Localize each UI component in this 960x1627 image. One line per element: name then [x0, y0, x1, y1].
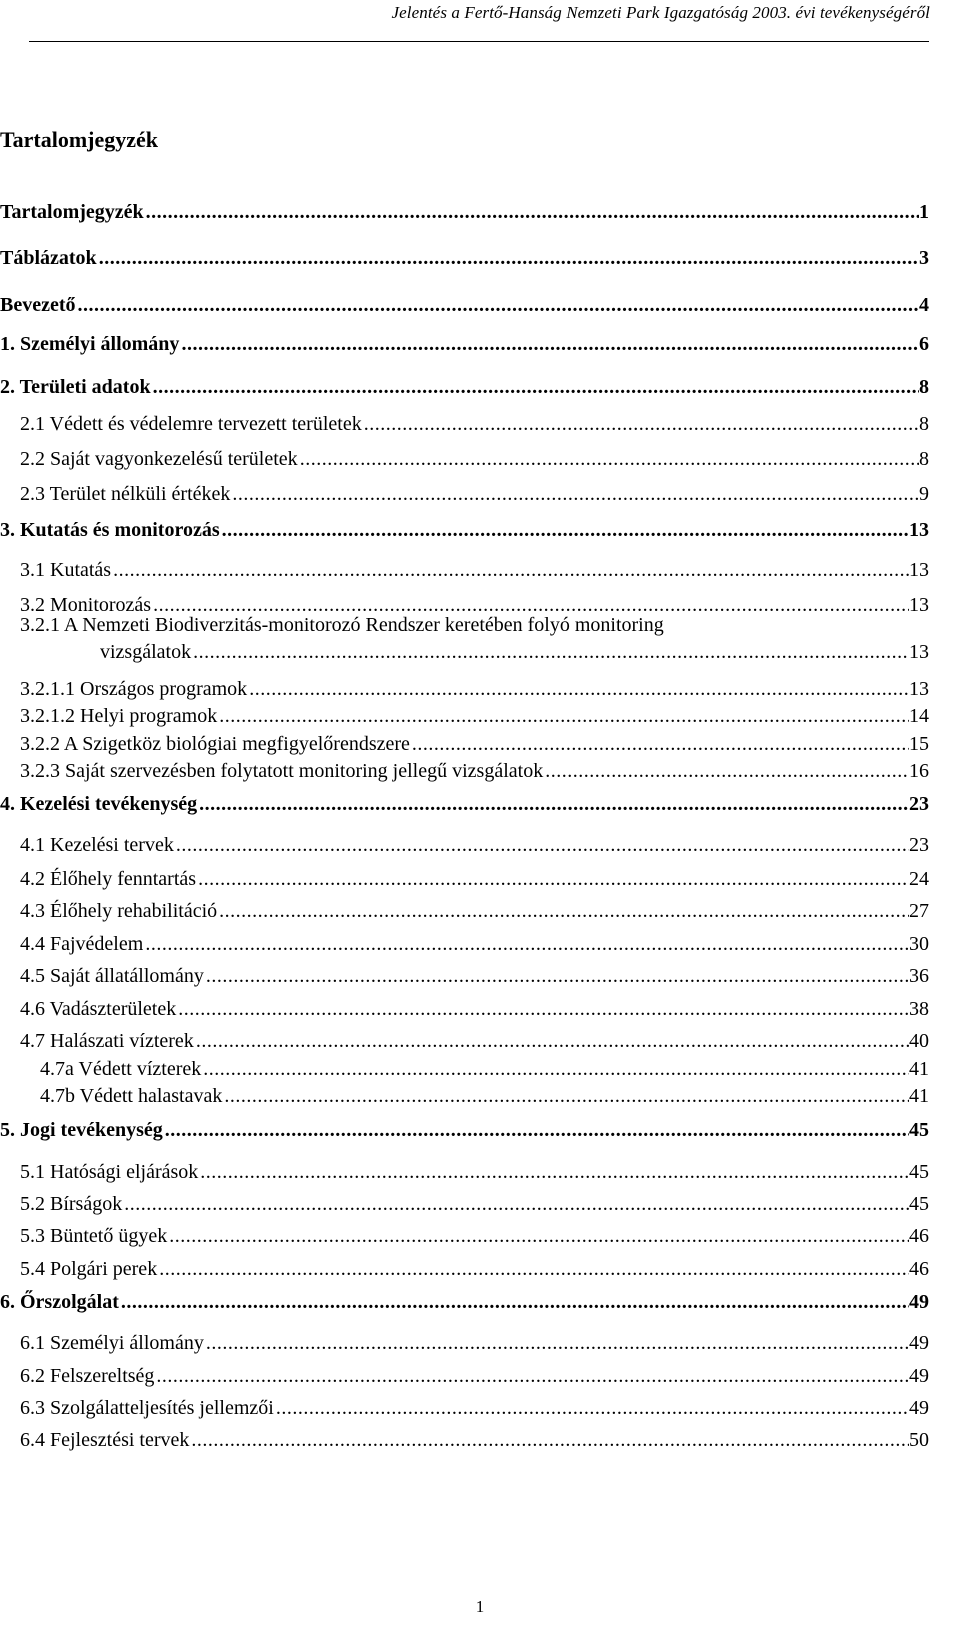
toc-entry[interactable] [40, 1082, 929, 1108]
toc-dot-leader [204, 965, 909, 988]
toc-entry-page: 38 [909, 998, 929, 1020]
header-rule [29, 41, 929, 42]
toc-entry-page: 41 [909, 1085, 929, 1107]
toc-entry-page: 49 [909, 1397, 929, 1419]
toc-dot-leader [119, 1291, 909, 1314]
toc-entry[interactable] [20, 410, 929, 436]
toc-entry-page: 24 [909, 868, 929, 890]
toc-entry-title: Tartalomjegyzék [0, 201, 144, 223]
toc-entry-title: 6.2 Felszereltség [20, 1365, 155, 1387]
toc-entry-title: 3. Kutatás és monitorozás [0, 519, 220, 541]
toc-dot-leader [196, 868, 909, 891]
toc-entry[interactable] [20, 675, 929, 701]
toc-dot-leader [97, 247, 919, 270]
toc-dot-leader [222, 1085, 909, 1108]
toc-entry-title: 6.4 Fejlesztési tervek [20, 1429, 190, 1451]
toc-entry-page: 45 [909, 1161, 929, 1183]
toc-dot-leader [197, 793, 909, 816]
toc-entry[interactable] [0, 291, 929, 317]
toc-heading: Tartalomjegyzék [0, 127, 159, 152]
toc-dot-leader [220, 519, 909, 542]
toc-entry-page: 50 [909, 1429, 929, 1451]
toc-entry-page: 1 [919, 201, 929, 223]
toc-entry-page: 8 [919, 413, 929, 435]
toc-entry-title: 4.2 Élőhely fenntartás [20, 868, 197, 890]
toc-dot-leader [298, 448, 919, 471]
toc-entry-title: 6.1 Személyi állomány [20, 1332, 204, 1354]
toc-dot-leader [151, 376, 919, 399]
toc-entry-title: 2. Területi adatok [0, 376, 151, 398]
toc-entry-page: 23 [909, 834, 929, 856]
toc-entry[interactable] [20, 995, 929, 1021]
toc-entry[interactable] [20, 1394, 929, 1420]
toc-entry-title: 4.1 Kezelési tervek [20, 834, 174, 856]
toc-entry-page: 49 [909, 1332, 929, 1354]
toc-entry-page: 13 [909, 519, 929, 541]
toc-entry-page: 30 [909, 933, 929, 955]
toc-entry-page: 9 [919, 483, 929, 505]
toc-dot-leader [230, 483, 919, 506]
toc-entry-title: 3.2.1.1 Országos programok [20, 678, 248, 700]
toc-entry[interactable] [20, 897, 929, 923]
toc-dot-leader [189, 1429, 909, 1452]
toc-entry-title: 2.3 Terület nélküli értékek [20, 483, 231, 505]
toc-dot-leader [163, 1119, 909, 1142]
toc-entry[interactable] [20, 445, 929, 471]
toc-entry[interactable] [20, 962, 929, 988]
toc-entry-title: 4.3 Élőhely rehabilitáció [20, 900, 218, 922]
toc-entry[interactable] [0, 1288, 929, 1314]
toc-entry[interactable] [0, 1116, 929, 1142]
toc-dot-leader [201, 1058, 909, 1081]
toc-entry[interactable] [20, 757, 929, 783]
toc-entry[interactable] [0, 790, 929, 816]
toc-entry[interactable] [20, 1329, 929, 1355]
toc-entry-page: 13 [909, 678, 929, 700]
toc-entry-title: 4.7a Védett vízterek [40, 1058, 202, 1080]
toc-entry-title: Bevezető [0, 294, 76, 316]
toc-dot-leader [543, 760, 909, 783]
toc-entry[interactable] [20, 831, 929, 857]
toc-entry[interactable] [20, 480, 929, 506]
page-number: 1 [475, 1597, 485, 1616]
toc-entry[interactable] [20, 1426, 929, 1452]
toc-entry-page: 13 [909, 559, 929, 581]
toc-entry-title: 3.2.3 Saját szervezésben folytatott monitoring jellegű vizsgálatok [20, 760, 544, 782]
toc-entry[interactable] [20, 730, 929, 756]
toc-entry-page: 45 [909, 1193, 929, 1215]
toc-dot-leader [204, 1332, 909, 1355]
toc-entry-title: 1. Személyi állomány [0, 333, 180, 355]
toc-entry-page: 49 [909, 1365, 929, 1387]
toc-dot-leader [410, 733, 909, 756]
toc-entry-page: 40 [909, 1030, 929, 1052]
toc-entry-title: 3.2.2 A Szigetköz biológiai megfigyelőrendszere [20, 733, 410, 755]
toc-entry-title: 3.2 Monitorozás [20, 594, 152, 616]
toc-entry-title: 3.2.1.2 Helyi programok [20, 705, 218, 727]
toc-entry[interactable] [0, 198, 929, 224]
toc-entry-page: 23 [909, 793, 929, 815]
toc-dot-leader [247, 678, 909, 701]
toc-dot-leader [198, 1161, 909, 1184]
toc-entry-title: 2.1 Védett és védelemre tervezett területek [20, 413, 362, 435]
toc-entry-title-line1[interactable]: 3.2.1 A Nemzeti Biodiverzitás-monitorozó Rendszer keretében folyó monitoring [20, 614, 664, 636]
toc-dot-leader [179, 333, 919, 356]
toc-entry-title: 5.2 Bírságok [20, 1193, 123, 1215]
toc-entry[interactable] [20, 1222, 929, 1248]
toc-entry[interactable] [20, 1027, 929, 1053]
toc-entry-page: 13 [909, 641, 929, 663]
toc-entry-page: 41 [909, 1058, 929, 1080]
toc-entry-title: 4.5 Saját állatállomány [20, 965, 204, 987]
toc-entry-page: 6 [919, 333, 929, 355]
toc-entry-title: Táblázatok [0, 247, 97, 269]
toc-entry-title: 5. Jogi tevékenység [0, 1119, 163, 1141]
toc-dot-leader [157, 1258, 909, 1281]
toc-entry-title: 5.3 Büntető ügyek [20, 1225, 168, 1247]
toc-entry-title: 6. Őrszolgálat [0, 1291, 119, 1313]
toc-entry[interactable] [20, 556, 929, 582]
toc-entry-title: 2.2 Saját vagyonkezelésű területek [20, 448, 298, 470]
toc-entry-page: 14 [909, 705, 929, 727]
toc-entry-page: 27 [909, 900, 929, 922]
toc-entry-page: 36 [909, 965, 929, 987]
toc-dot-leader [274, 1397, 909, 1420]
toc-entry-page: 15 [909, 733, 929, 755]
toc-dot-leader [122, 1193, 909, 1216]
toc-dot-leader [144, 201, 919, 224]
toc-entry-page: 45 [909, 1119, 929, 1141]
toc-entry-title: 4.6 Vadászterületek [20, 998, 177, 1020]
toc-entry-title: 3.1 Kutatás [20, 559, 112, 581]
toc-dot-leader [174, 834, 909, 857]
toc-entry-title: 4.7b Védett halastavak [40, 1085, 223, 1107]
toc-dot-leader [217, 900, 909, 923]
toc-entry-page: 8 [919, 448, 929, 470]
toc-entry-title: 5.4 Polgári perek [20, 1258, 158, 1280]
toc-entry-title: 4.7 Halászati vízterek [20, 1030, 194, 1052]
toc-entry-page: 46 [909, 1258, 929, 1280]
toc-entry[interactable] [20, 1362, 929, 1388]
toc-dot-leader [176, 998, 909, 1021]
toc-dot-leader [76, 294, 919, 317]
toc-dot-leader [167, 1225, 909, 1248]
toc-entry-page: 49 [909, 1291, 929, 1313]
toc-entry-title: 6.3 Szolgálatteljesítés jellemzői [20, 1397, 274, 1419]
toc-entry[interactable] [0, 244, 929, 270]
toc-entry[interactable] [20, 702, 929, 728]
toc-entry-page: 16 [909, 760, 929, 782]
toc-dot-leader [217, 705, 909, 728]
toc-entry-title: vizsgálatok [100, 641, 192, 663]
toc-entry[interactable] [0, 516, 929, 542]
toc-entry[interactable] [0, 330, 929, 356]
toc-entry-page: 8 [919, 376, 929, 398]
toc-dot-leader [154, 1365, 909, 1388]
toc-entry-page: 3 [919, 247, 929, 269]
toc-entry-page: 4 [919, 294, 929, 316]
toc-entry-title: 4.4 Fajvédelem [20, 933, 144, 955]
toc-entry[interactable] [40, 1055, 929, 1081]
toc-dot-leader [194, 1030, 909, 1053]
toc-entry[interactable] [20, 865, 929, 891]
toc-entry[interactable] [100, 638, 929, 664]
toc-entry[interactable] [20, 1158, 929, 1184]
toc-dot-leader [143, 933, 909, 956]
toc-dot-leader [362, 413, 919, 436]
toc-entry[interactable] [20, 1190, 929, 1216]
toc-entry[interactable] [20, 930, 929, 956]
toc-dot-leader [191, 641, 909, 664]
running-header: Jelentés a Fertő-Hanság Nemzeti Park Igazgatóság 2003. évi tevékenységéről [391, 3, 930, 22]
toc-entry[interactable] [20, 1255, 929, 1281]
toc-dot-leader [111, 559, 909, 582]
toc-entry-page: 46 [909, 1225, 929, 1247]
toc-entry[interactable] [0, 373, 929, 399]
toc-entry-page: 13 [909, 594, 929, 616]
toc-entry-title: 5.1 Hatósági eljárások [20, 1161, 199, 1183]
toc-entry-title: 4. Kezelési tevékenység [0, 793, 198, 815]
